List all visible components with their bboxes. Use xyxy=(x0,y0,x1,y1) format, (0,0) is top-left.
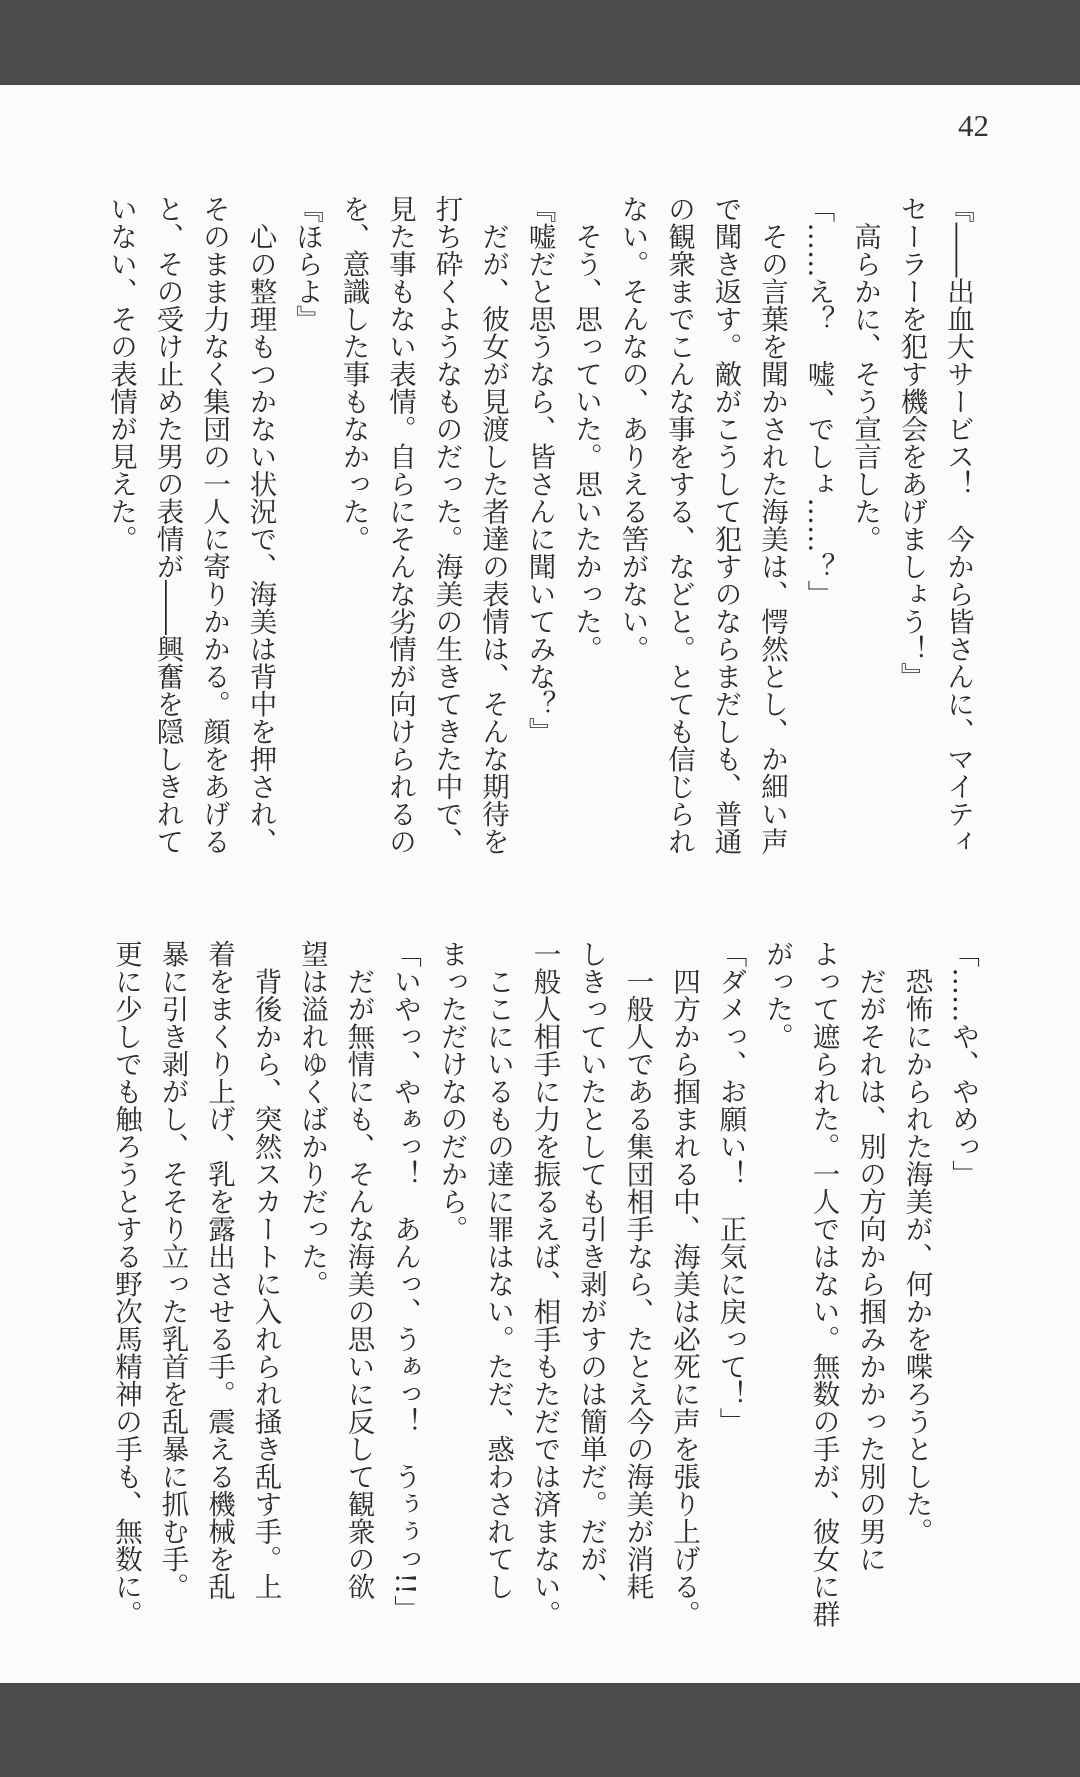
text-column: 四方から掴まれる中、海美は必死に声を張り上げる。 xyxy=(668,940,700,1628)
text-column: しきっていたとしても引き剥がすのは簡単だ。だが、 xyxy=(575,940,607,1600)
text-column: 一般人である集団相手なら、たとえ今の海美が消耗 xyxy=(621,940,654,1600)
text-column: 心の整理もつかない状況で、海美は背中を押され、 xyxy=(244,195,277,855)
text-column: の観衆までこんな事をする、などと。とても信じられ xyxy=(663,195,695,855)
top-toolbar-bar xyxy=(0,0,1080,85)
text-column: だが、彼女が見渡した者達の表情は、そんな期待を xyxy=(477,195,509,855)
text-column: いない、その表情が見えた。 xyxy=(105,195,137,553)
text-column: 「……え？ 嘘、でしょ……？」 xyxy=(802,195,835,608)
text-block-top xyxy=(98,195,982,865)
text-column: 恐怖にかられた海美が、何かを喋ろうとした。 xyxy=(900,940,933,1545)
bottom-toolbar-bar xyxy=(0,1683,1080,1777)
text-column: 暴に引き剥がし、そそり立った乳首を乱暴に抓む手。 xyxy=(156,940,189,1600)
text-column: 望は溢れゆくばかりだった。 xyxy=(296,940,328,1298)
text-column: だがそれは、別の方向から掴みかかった別の男に xyxy=(854,940,886,1573)
text-column: そう、思っていた。思いたかった。 xyxy=(570,195,602,663)
text-column: 更に少しでも触ろうとする野次馬精神の手も、無数に。 xyxy=(110,940,142,1628)
text-column: セーラーを犯す機会をあげましょう！』 xyxy=(895,195,928,690)
text-column: 背後から、突然スカートに入れられ掻き乱す手。上 xyxy=(249,940,282,1600)
text-column: 『嘘だと思うなら、皆さんに聞いてみな？』 xyxy=(523,195,556,745)
text-column: だが無情にも、そんな海美の思いに反して観衆の欲 xyxy=(342,940,375,1600)
text-column: 打ち砕くようなものだった。海美の生きてきた中で、 xyxy=(430,195,463,855)
text-column: で聞き返す。敵がこうして犯すのならまだしも、普通 xyxy=(709,195,742,855)
text-column: 「いやっ、やぁっ！ あんっ、うぁっ！ うぅぅっ!!」 xyxy=(389,940,421,1623)
text-column: と、その受け止めた男の表情が――興奮を隠しきれて xyxy=(151,195,184,855)
text-column: 「ダメっ、お願い！ 正気に戻って！」 xyxy=(714,940,747,1435)
text-column: 見た事もない表情。自らにそんな劣情が向けられるの xyxy=(384,195,416,855)
text-column: そのまま力なく集団の一人に寄りかかる。顔をあげる xyxy=(198,195,230,855)
text-column: ない。そんなの、ありえる筈がない。 xyxy=(616,195,649,663)
text-column: 『――出血大サービス！ 今から皆さんに、マイティ xyxy=(942,195,974,855)
text-column: 高らかに、そう宣言した。 xyxy=(849,195,881,553)
page-number: 42 xyxy=(958,108,989,143)
text-column: まっただけなのだから。 xyxy=(435,940,468,1243)
text-column: 「……や、やめっ」 xyxy=(947,940,979,1188)
text-column: 着をまくり上げ、乳を露出させる手。震える機械を乱 xyxy=(203,940,235,1600)
text-block-bottom xyxy=(103,940,987,1628)
text-column: 『ほらよ』 xyxy=(291,195,323,333)
text-column: その言葉を聞かされた海美は、愕然とし、か細い声 xyxy=(756,195,788,855)
text-column: ここにいるもの達に罪はない。ただ、惑わされてし xyxy=(482,940,514,1600)
text-column: よって遮られた。一人ではない。無数の手が、彼女に群 xyxy=(807,940,840,1628)
text-column: 一般人相手に力を振るえば、相手もただでは済まない。 xyxy=(528,940,561,1628)
text-column: を、意識した事もなかった。 xyxy=(337,195,370,553)
text-column: がった。 xyxy=(761,940,793,1050)
